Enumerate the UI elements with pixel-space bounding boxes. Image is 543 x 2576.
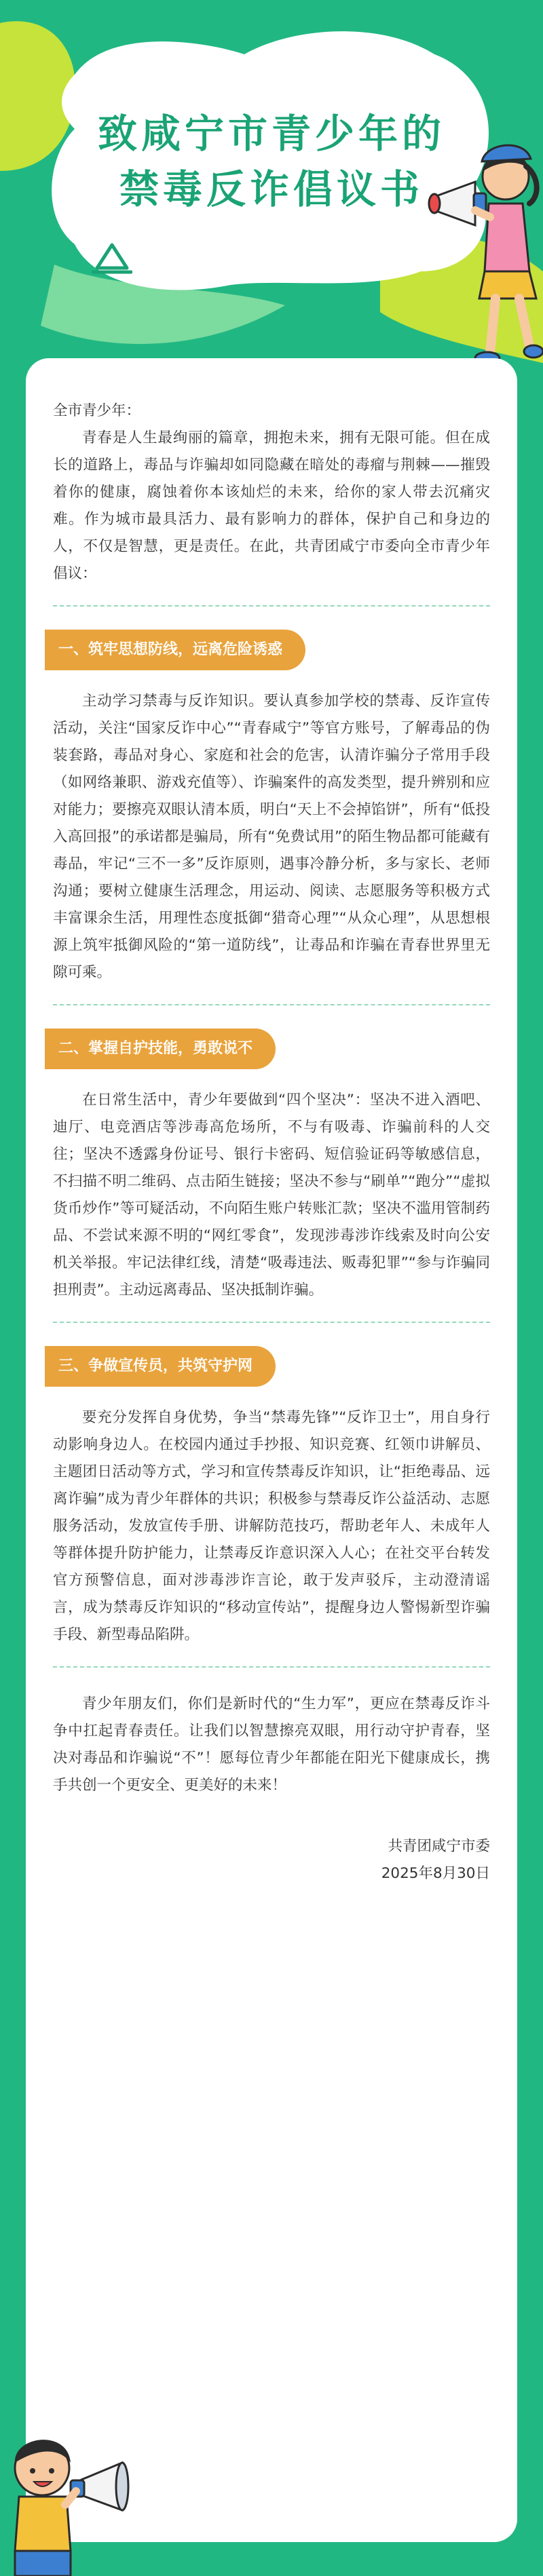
signature-date: 2025年8月30日 xyxy=(381,1865,490,1882)
section-divider xyxy=(53,605,490,607)
section-divider xyxy=(53,1666,490,1668)
section-body-3: 要充分发挥自身优势，争当“禁毒先锋”“反诈卫士”，用自身行动影响身边人。在校园内通过手抄报、知识竞赛、红领巾讲解员、主题团日活动等方式，学习和宣传禁毒反诈知识，让“拒绝毒品、远离诈骗”成为青少年群体的共识；积极参与禁毒反诈公益活动、志愿服务活动，发放宣传手册、讲解防范技巧，帮助老年人、未成年人等群体提升防护能力，让禁毒反诈意识深入人心；在社交平台转发官方预警信息，面对涉毒涉诈言论，敢于发声驳斥，主动澄清谣言，成为禁毒反诈知识的“移动宣传站”，提醒身边人警惕新型诈骗手段、新型毒品陷阱。 xyxy=(53,1409,490,1643)
section-divider xyxy=(53,1004,490,1005)
section-title-1: 一、筑牢思想防线，远离危险诱惑 xyxy=(45,630,305,670)
megaphone-boy-illustration xyxy=(0,2415,136,2576)
section-body-1: 主动学习禁毒与反诈知识。要认真参加学校的禁毒、反诈宣传活动，关注“国家反诈中心”“青春咸宁”等官方账号，了解毒品的伪装套路，毒品对身心、家庭和社会的危害，认清诈骗分子常用手段（如网络兼职、游戏充值等）、诈骗案件的高发类型，提升辨别和应对能力；要擦亮双眼认清本质，明白“天上不会掉馅饼”，所有“低投入高回报”的承诺都是骗局，所有“免费试用”的陌生物品都可能藏有毒品，牢记“三不一多”反诈原则，遇事冷静分析，多与家长、老师沟通；要树立健康生活理念，用运动、阅读、志愿服务等积极方式丰富课余生活，用理性态度抵御“猎奇心理”“从众心理”，从思想根源上筑牢抵御风险的“第一道防线”，让毒品和诈骗在青春世界里无隙可乘。 xyxy=(53,693,490,981)
header-banner xyxy=(0,0,543,380)
section-divider xyxy=(53,1322,490,1323)
triangle-deco-icon xyxy=(92,241,132,275)
section-title-3: 三、争做宣传员，共筑守护网 xyxy=(45,1346,276,1387)
signature-org: 共青团咸宁市委 xyxy=(388,1838,490,1855)
page-title-line1: 致咸宁市青少年的 xyxy=(97,111,445,157)
letter-body xyxy=(53,398,490,1887)
megaphone-girl-illustration xyxy=(428,129,543,380)
section-body-2: 在日常生活中，青少年要做到“四个坚决”：坚决不进入酒吧、迪厅、电竞酒店等涉毒高危场所，不与有吸毒、诈骗前科的人交往；坚决不透露身份证号、银行卡密码、短信验证码等敏感信息，不扫描不明二维码、点击陌生链接；坚决不参与“刷单”“跑分”“虚拟货币炒作”等可疑活动，不向陌生账户转账汇款；坚决不滥用管制药品、不尝试来源不明的“网红零食”，发现涉毒涉诈线索及时向公安机关举报。牢记法律红线，清楚“吸毒违法、贩毒犯罪”“参与诈骗同担刑责”。主动远离毒品、坚决抵制诈骗。 xyxy=(53,1092,490,1299)
page-title-line2: 禁毒反诈倡议书 xyxy=(119,166,424,212)
letter-closing: 青少年朋友们，你们是新时代的“生力军”，更应在禁毒反诈斗争中扛起青春责任。让我们以智慧擦亮双眼，用行动守护青春，坚决对毒品和诈骗说“不”！愿每位青少年都能在阳光下健康成长，携手共创一个更安全、更美好的未来！ xyxy=(53,1695,490,1794)
letter-greeting: 全市青少年： xyxy=(53,402,141,419)
letter-card xyxy=(26,358,517,2542)
letter-intro: 青春是人生最绚丽的篇章，拥抱未来，拥有无限可能。但在成长的道路上，毒品与诈骗却如同隐藏在暗处的毒瘤与荆棘——摧毁着你的健康，腐蚀着你本该灿烂的未来，给你的家人带去沉痛灾难。作为城市最具活力、最有影响力的群体，保护自己和身边的人，不仅是智慧，更是责任。在此，共青团咸宁市委向全市青少年倡议： xyxy=(53,429,490,582)
section-title-2: 二、掌握自护技能，勇敢说不 xyxy=(45,1029,276,1069)
